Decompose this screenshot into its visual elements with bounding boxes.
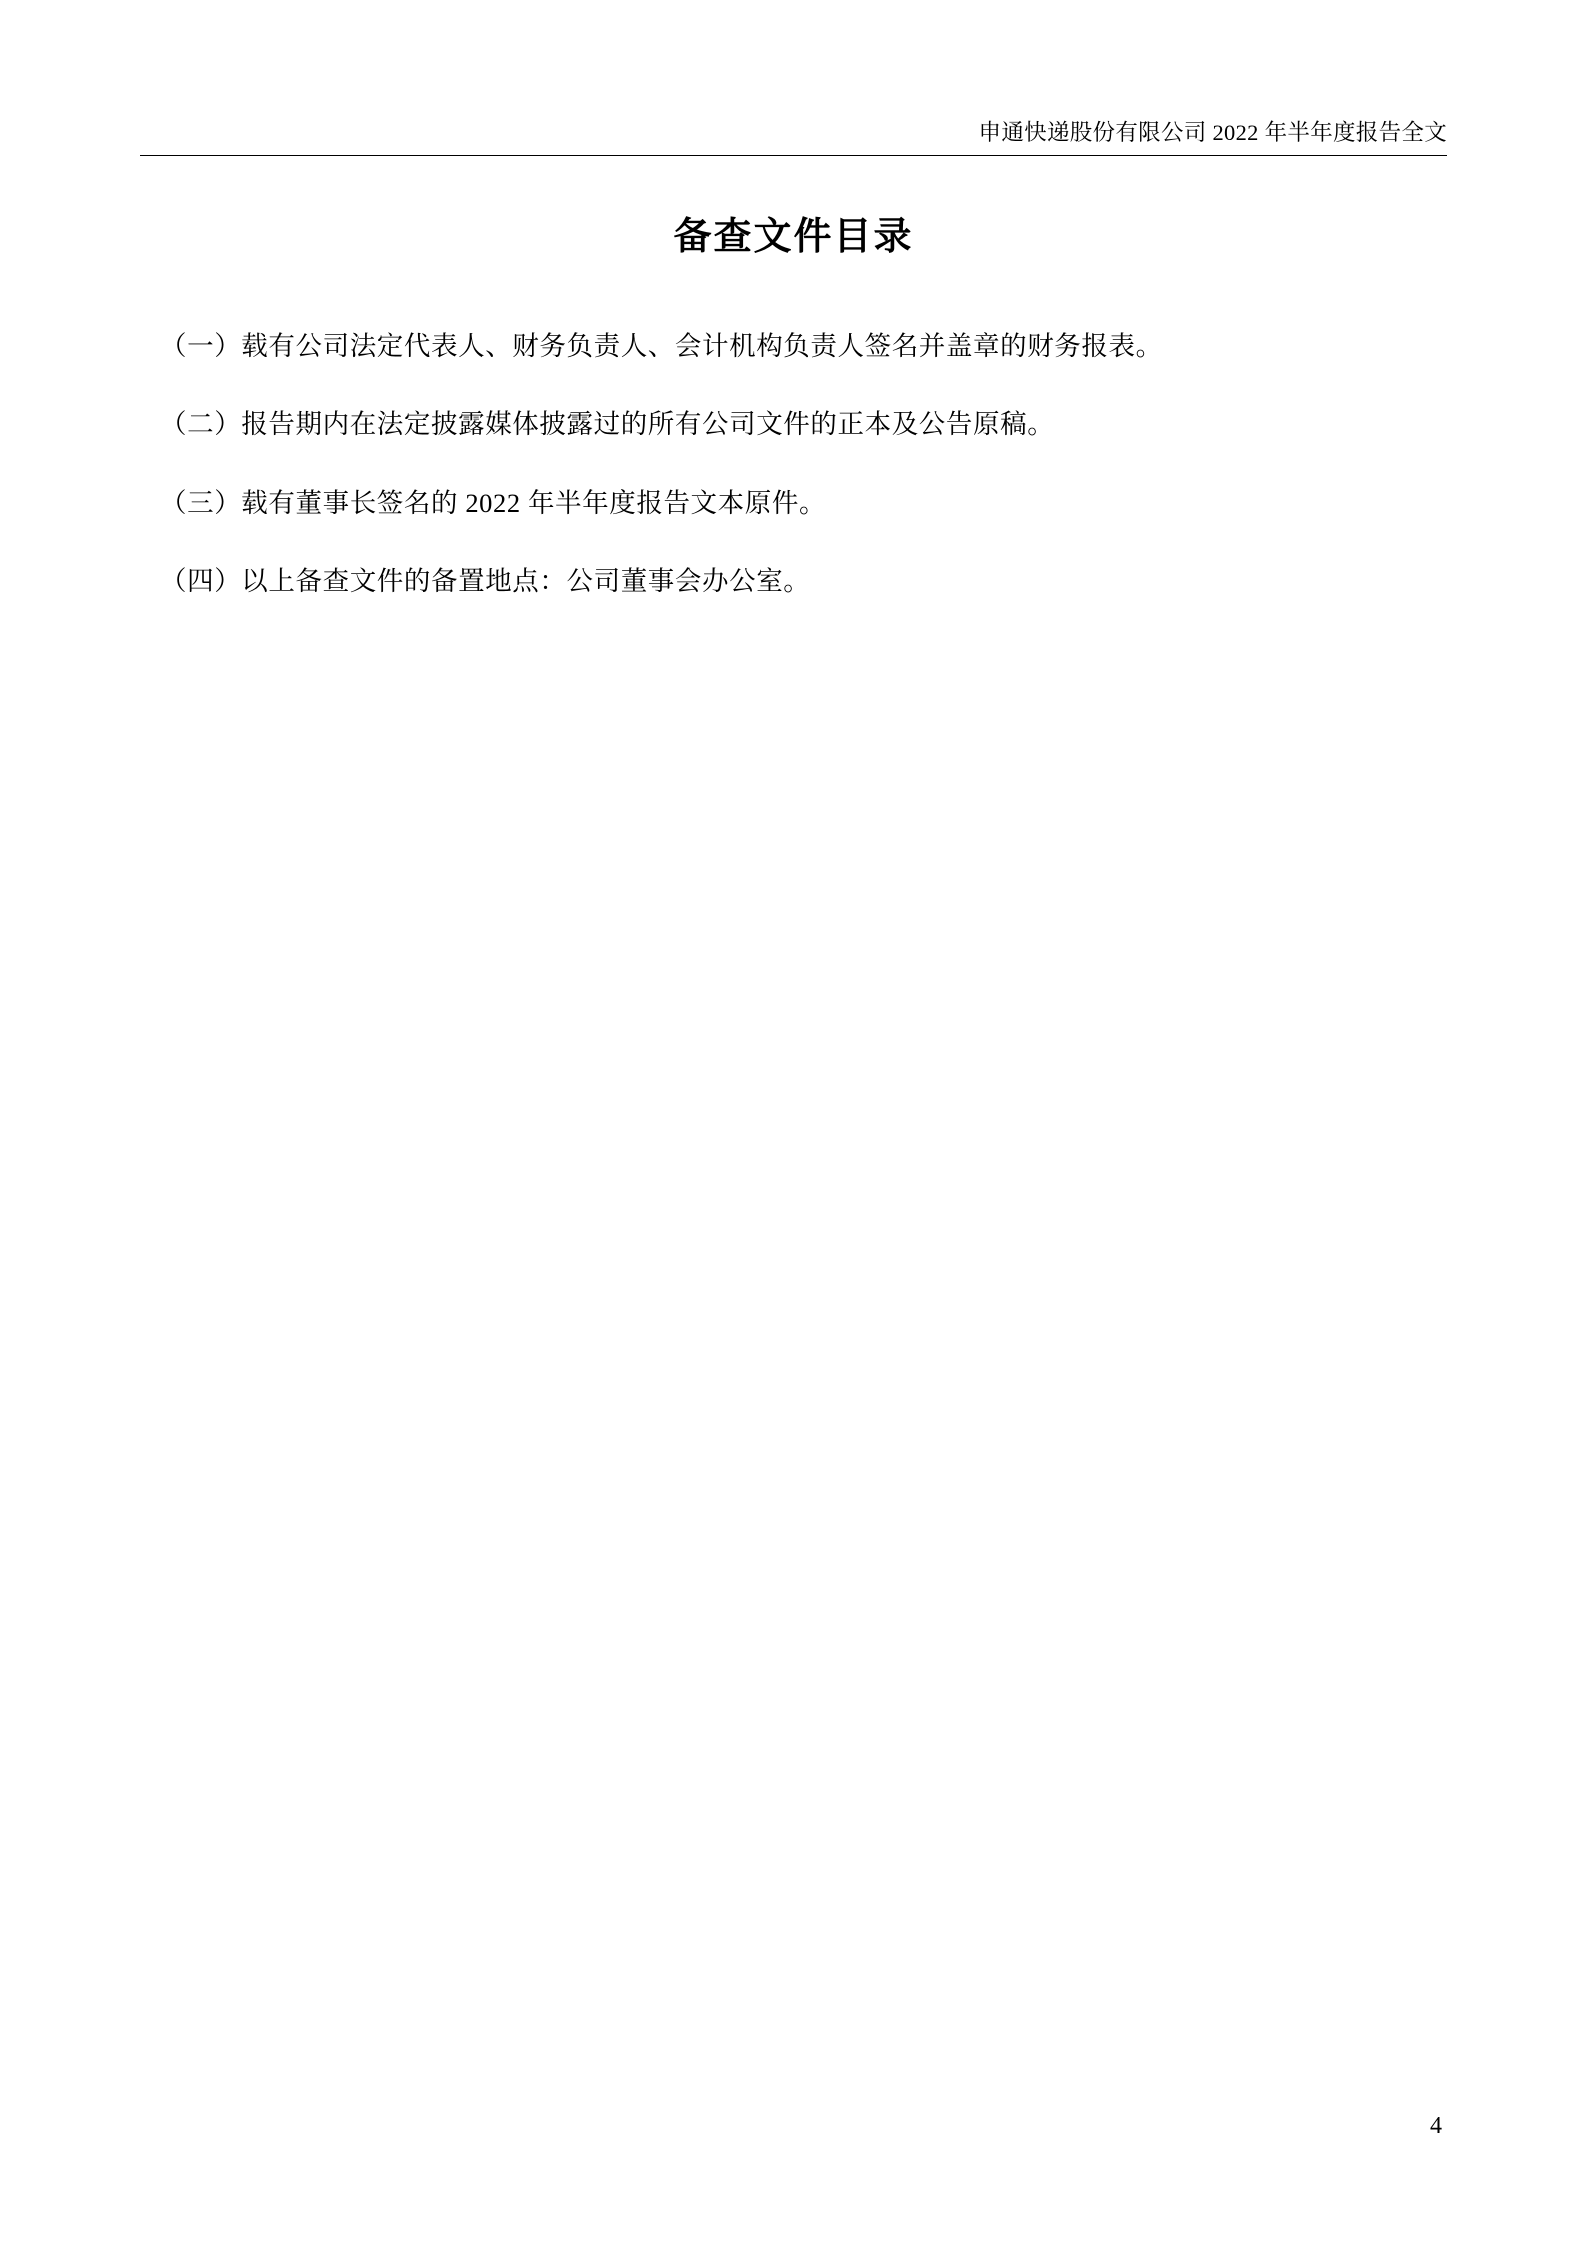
header-divider	[140, 155, 1447, 156]
running-header-title: 申通快递股份有限公司 2022 年半年度报告全文	[978, 120, 1447, 145]
list-item: （四）以上备查文件的备置地点：公司董事会办公室。	[160, 566, 811, 597]
page-number: 4	[1430, 2113, 1442, 2139]
document-body	[160, 325, 1437, 603]
list-item: （一）载有公司法定代表人、财务负责人、会计机构负责人签名并盖章的财务报表。	[160, 331, 1163, 361]
list-item: （二）报告期内在法定披露媒体披露过的所有公司文件的正本及公告原稿。	[160, 409, 1055, 440]
page-header	[140, 110, 1447, 156]
page-title: 备查文件目录	[673, 216, 914, 258]
list-item: （三）载有董事长签名的 2022 年半年度报告文本原件。	[160, 487, 827, 518]
